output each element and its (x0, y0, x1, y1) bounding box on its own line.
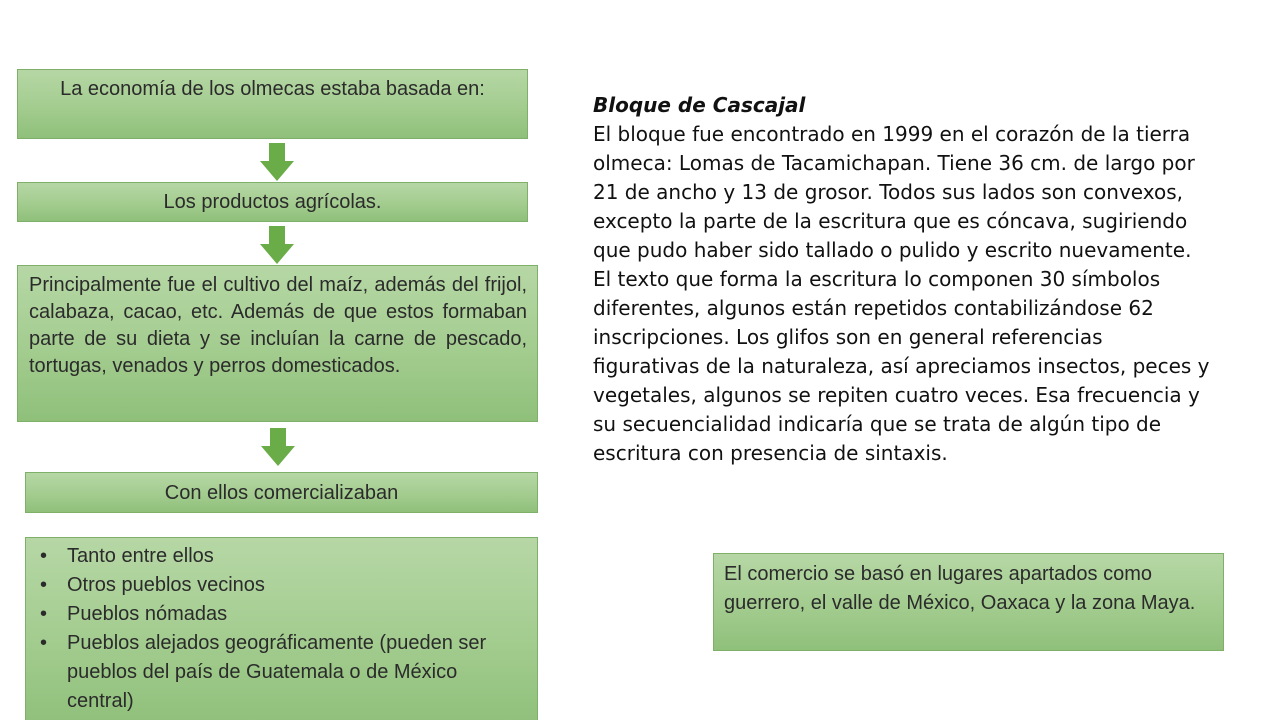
trade-box (25, 472, 538, 513)
agricultural-products-text: Los productos agrícolas. (163, 191, 382, 213)
economy-basis-box (17, 69, 528, 139)
trade-locations-text: El comercio se basó en lugares apartados como guerrero, el valle de México, Oaxaca y la zona Maya. (724, 563, 1196, 614)
bullet-icon: • (40, 545, 48, 567)
cascajal-text-block (593, 91, 1213, 468)
list-item: • Otros pueblos vecinos (36, 571, 527, 600)
arrow-down-icon (260, 226, 294, 264)
bullet-icon: • (40, 632, 48, 654)
arrow-down-icon (260, 143, 294, 181)
agricultural-products-box (17, 182, 528, 222)
cascajal-body: El bloque fue encontrado en 1999 en el corazón de la tierra olmeca: Lomas de Tacamichapan. Tiene 36 cm. de largo por 21 de ancho y 13 de grosor. Todos sus lados son convexos, excepto la parte de la escritura que es cóncava, sugiriendo que pudo haber sido tallado o pulido y escrito nuevamente. El texto que forma la escritura lo componen 30 símbolos diferentes, algunos están repetidos contabilizándose 62 inscripciones. Los glifos son en general referencias figurativas de la naturaleza, así apreciamos insectos, peces y vegetales, algunos se repiten cuatro veces. Esa frecuencia y su secuencialidad indicaría que se trata de algún tipo de escritura con presencia de sintaxis. (593, 122, 1210, 465)
arrow-down-icon (261, 428, 295, 466)
economy-basis-text: La economía de los olmecas estaba basada en: (60, 78, 485, 100)
crops-description-box (17, 265, 538, 422)
list-item: • Pueblos nómadas (36, 600, 527, 629)
trade-partners-box (25, 537, 538, 720)
bullet-icon: • (40, 574, 48, 596)
trade-text: Con ellos comercializaban (164, 482, 399, 504)
bullet-icon: • (40, 603, 48, 625)
trade-locations-box (713, 553, 1224, 651)
list-item: • Pueblos alejados geográficamente (pueden ser pueblos del país de Guatemala o de México central) (36, 629, 527, 716)
crops-description-text: Principalmente fue el cultivo del maíz, además del frijol, calabaza, cacao, etc. Además de que estos formaban parte de su dieta y se incluían la carne de pescado, tortugas, venados y perros domesticados. (29, 274, 527, 377)
list-item: • Tanto entre ellos (36, 542, 527, 571)
cascajal-title: Bloque de Cascajal (593, 93, 806, 117)
trade-partners-list (36, 542, 527, 716)
